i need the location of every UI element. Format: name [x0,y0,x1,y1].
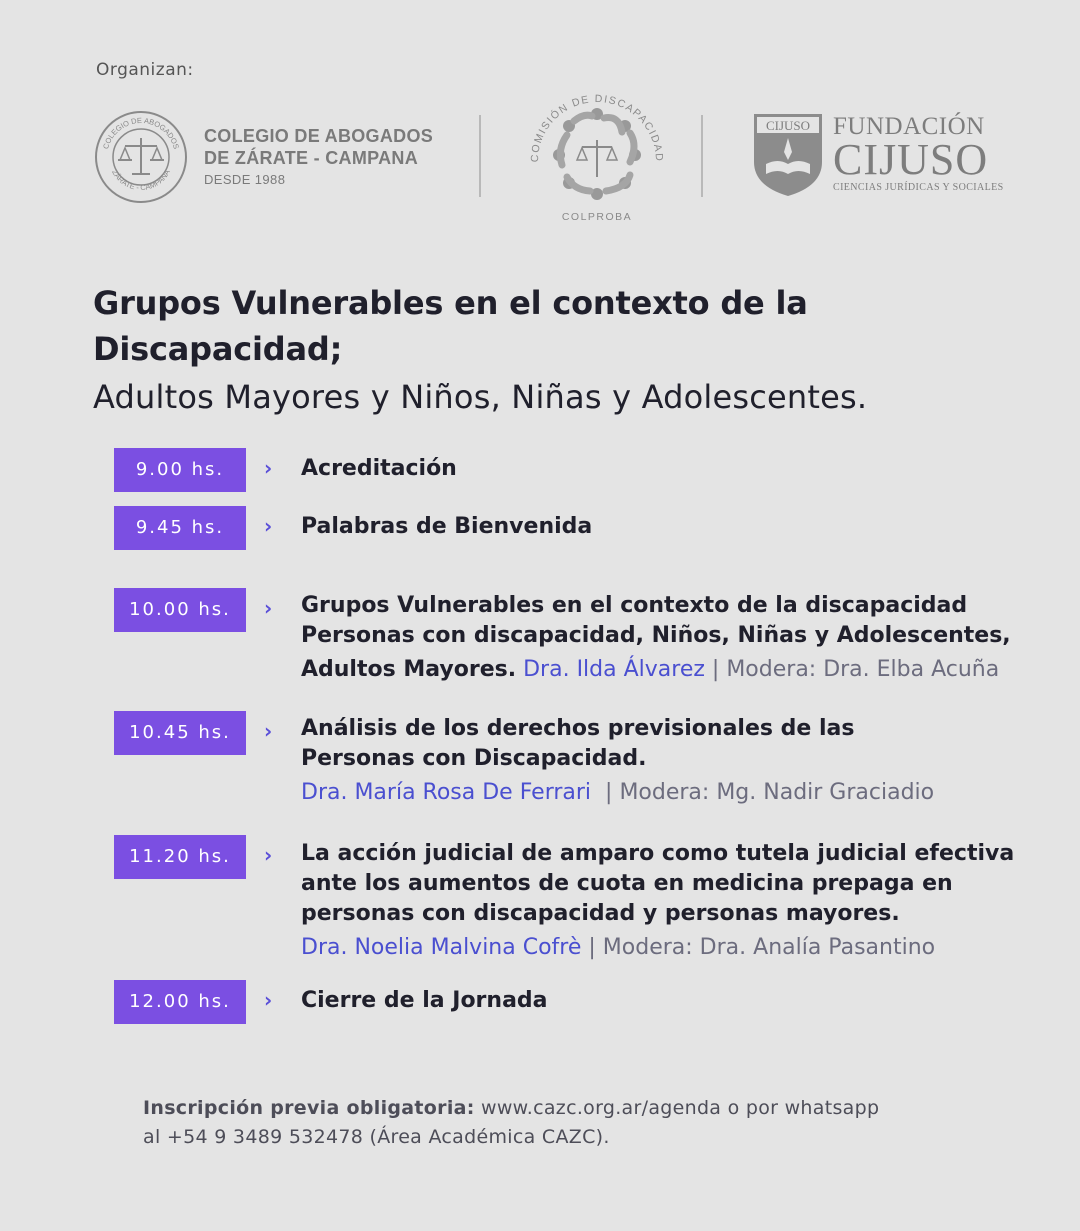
colegio-logo-text [204,125,433,187]
seal-bottom-text: ZÁRATE - CAMPANA [110,168,172,193]
organizers-label: Organizan: [96,60,194,80]
schedule-content [301,714,1021,808]
time-badge: 9.00 hs. [114,448,246,492]
registration-label: Inscripción previa obligatoria: [143,1097,475,1119]
speaker-name: Dra. Ilda Álvarez [523,657,705,682]
event-title-line1: Grupos Vulnerables en el contexto de la Discapacidad; [93,284,808,368]
organizer-logos [0,85,1080,235]
time-badge: 9.45 hs. [114,506,246,550]
colegio-name-line2: DE ZÁRATE - CAMPANA [204,148,419,168]
cijuso-subtitle: CIENCIAS JURÍDICAS Y SOCIALES [833,182,1004,193]
colegio-name-line1: COLEGIO DE ABOGADOS [204,126,434,146]
logo-divider [701,115,703,197]
registration-phone: al +54 9 3489 532478 (Área Académica CAZC). [143,1126,610,1148]
moderator: | Modera: Dra. Analía Pasantino [588,935,936,960]
schedule-content [301,454,1021,484]
time-badge: 12.00 hs. [114,980,246,1024]
cijuso-fundacion: FUNDACIÓN [833,113,985,140]
schedule-title: Análisis de los derechos previsionales de las [301,716,855,741]
schedule-title: personas con discapacidad y personas mayores. [301,901,900,926]
registration-info [143,1094,973,1152]
seal-top-text: COLEGIO DE ABOGADOS [101,115,181,151]
comision-arc-text: COMISIÓN DE DISCAPACIDAD [528,92,666,163]
time-badge: 10.45 hs. [114,711,246,755]
schedule-content [301,986,1021,1016]
schedule-title: Grupos Vulnerables en el contexto de la discapacidad [301,593,968,618]
cijuso-shield-logo [752,112,824,198]
chevron-right-icon: › [264,719,273,743]
schedule-title: La acción judicial de amparo como tutela judicial efectiva [301,841,1015,866]
event-title [93,280,1053,422]
schedule-content [301,839,1021,963]
chevron-right-icon: › [264,843,273,867]
schedule-title: Cierre de la Jornada [301,988,548,1013]
chevron-right-icon: › [264,988,273,1012]
chevron-right-icon: › [264,514,273,538]
schedule-title: Acreditación [301,456,457,481]
colegio-seal-logo [94,110,188,204]
schedule-content [301,512,1021,542]
chevron-right-icon: › [264,456,273,480]
comision-bottom-text: COLPROBA [561,211,633,223]
speaker-name: Dra. María Rosa De Ferrari [301,780,592,805]
cijuso-logo-text [833,114,1004,193]
chevron-right-icon: › [264,596,273,620]
event-title-line2: Adultos Mayores y Niños, Niñas y Adolescentes. [93,378,868,416]
cijuso-name: CIJUSO [833,135,989,184]
colegio-since: DESDE 1988 [204,172,286,187]
moderator: | Modera: Dra. Elba Acuña [711,657,1000,682]
schedule-title: ante los aumentos de cuota en medicina prepaga en [301,871,953,896]
schedule-content [301,591,1021,685]
schedule-title: Palabras de Bienvenida [301,514,593,539]
speaker-name: Dra. Noelia Malvina Cofrè [301,935,582,960]
registration-url: www.cazc.org.ar/agenda o por whatsapp [474,1097,880,1119]
logo-divider [479,115,481,197]
cijuso-badge: CIJUSO [765,118,811,133]
schedule-title: Adultos Mayores. [301,657,517,682]
moderator: | Modera: Mg. Nadir Graciadio [598,780,935,805]
schedule-title: Personas con Discapacidad. [301,746,647,771]
time-badge: 10.00 hs. [114,588,246,632]
schedule-title: Personas con discapacidad, Niños, Niñas y Adolescentes, [301,623,1011,648]
comision-discapacidad-logo [522,85,672,230]
time-badge: 11.20 hs. [114,835,246,879]
